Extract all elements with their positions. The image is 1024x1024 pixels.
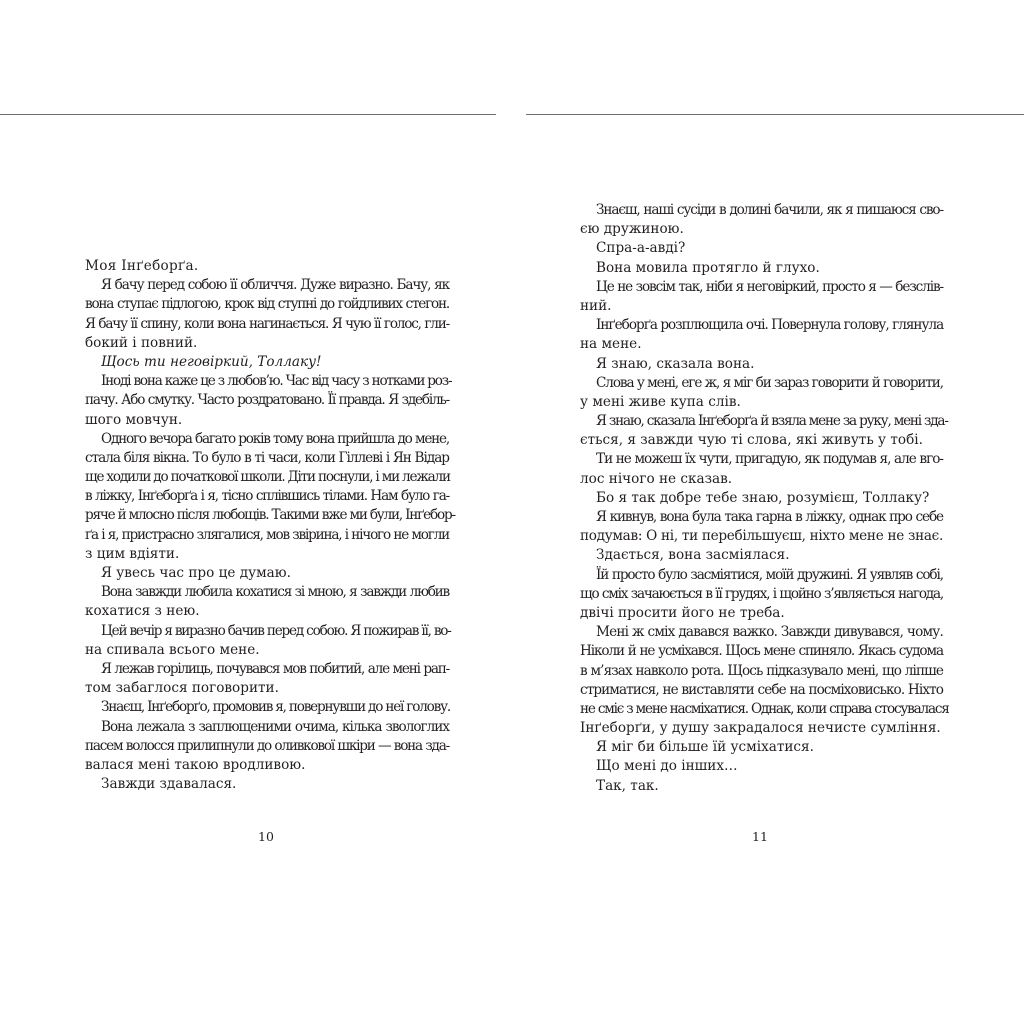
text-line: Здається, вона засміялася. [596,547,790,564]
text-line: Я кивнув, вона була така гарна в ліжку, однак про себе [596,509,943,525]
text-line: що сміх зачаюється в її грудях, і щойно з’являється нагода, [580,585,943,602]
text-line: на спивала всього мене. [85,641,260,658]
page-number-right: 11 [752,829,768,844]
text-line: валася мені такою вродливою. [85,756,306,773]
text-line: ще ходили до початкової школи. Діти поснули, і ми лежали [85,469,450,486]
text-line: з цим вдіяти. [85,545,180,562]
text-line: Завжди здавалася. [101,776,237,793]
text-line: Знаєш, Інґеборґо, промовив я, повернувши до неї голову. [101,699,451,716]
text-line: Я знаю, сказала Інґеборґа й взяла мене за руку, мені зда- [596,413,948,430]
text-line: Одного вечора багато років тому вона прийшла до мене, [101,430,449,447]
chapter-opening-line: Моя Інґеборґа. [85,258,199,274]
text-line: ний. [580,297,612,314]
text-line: ряче й млосно після любощів. Такими вже ми були, Інґебор- [85,507,455,524]
text-line: Вона лежала з заплющеними очима, кілька звологлих [101,718,449,735]
text-line: в м’язах навколо рота. Щось підказувало мені, що ліпше [580,662,943,679]
text-line: Вона мовила протягло й глухо. [596,259,820,276]
text-line: Що мені до інших… [596,758,738,775]
text-line: на мене. [580,336,642,353]
left-header-rule [0,114,496,115]
page-number-left: 10 [258,829,274,844]
left-page-text [85,257,455,794]
text-line: ґа і я, пристрасно злягалися, мов звірина, і нічого не могли [85,526,449,543]
text-line: Я лежав горілиць, почувався мов побитий, але мені рап- [101,660,449,677]
text-line: Ніколи й не усміхався. Щось мене спиняло. Якась судома [580,643,943,660]
text-line: Я знаю, сказала вона. [596,355,755,372]
text-line: подумав: О ні, ти перебільшуєш, ніхто мене не знає. [580,528,943,545]
text-line: двічі просити його не треба. [580,604,785,621]
text-line: шого мовчун. [85,411,183,428]
text-line: єю дружиною. [580,221,684,238]
text-line: Вона завжди любила кохатися зі мною, я завжди любив [101,584,449,601]
text-line: в ліжку, Інґеборґа і я, тісно сплівшись тілами. Нам було га- [85,488,449,505]
text-line: Щось ти неговіркий, Толлаку! [101,353,322,370]
text-line: бокий і повний. [85,334,198,351]
text-line: Це не зовсім так, ніби я неговіркий, просто я — безслів- [596,278,943,295]
text-line: Інґеборґи, у душу закрадалося нечисте сумління. [580,720,941,737]
text-line: стала біля вікна. То було в ті часи, коли Гіллеві і Ян Відар [85,449,449,466]
text-line: Так, так. [596,777,659,794]
text-line: Я увесь час про це думаю. [101,565,291,581]
text-line: вона ступає підлогою, крок від ступні до гойдливих стегон. [85,296,449,313]
text-line: Я бачу перед собою її обличчя. Дуже виразно. Бачу, як [101,277,449,294]
text-line: Слова у мені, еге ж, я міг би зараз говорити й говорити, [596,374,943,391]
text-line: Спра-а-авді? [596,240,686,257]
text-line: у мені живе купа слів. [580,393,741,410]
right-header-rule [526,114,1024,115]
text-line: Інґеборґа розплющила очі. Повернула голову, глянула [596,317,944,334]
text-line: Мені ж сміх давався важко. Завжди дивувався, чому. [596,624,943,641]
text-line: ється, я завжди чую ті слова, які живуть у тобі. [580,432,923,449]
text-line: Їй просто було засміятися, моїй дружині. Я уявляв собі, [596,566,943,583]
text-line: пачу. Або смутку. Часто роздратовано. Її правда. Я здебіль- [85,392,449,409]
text-line: не сміє з мене насміхатися. Однак, коли справа стосувалася [580,700,949,717]
text-line: Знаєш, наші сусіди в долині бачили, як я пишаюся сво- [596,202,943,218]
text-line: лос нічого не сказав. [580,470,733,487]
text-line: пасем волосся прилипнули до оливкової шкіри — вона зда- [85,737,449,754]
text-line: Іноді вона каже це з любов’ю. Час від часу з нотками роз- [101,373,452,390]
text-line: Ти не можеш їх чути, пригадую, як подумав я, але вго- [596,451,943,468]
right-page-text [580,201,949,796]
text-line: стриматися, не виставляти себе на посміховисько. Ніхто [580,681,943,698]
text-line: Цей вечір я виразно бачив перед собою. Я пожирав її, во- [101,622,451,639]
text-line: Я міг би більше їй усміхатися. [596,739,814,756]
text-line: том забаглося поговорити. [85,680,279,697]
text-line: Я бачу її спину, коли вона нагинається. Я чую її голос, гли- [85,315,449,332]
text-line: кохатися з нею. [85,603,200,620]
text-line: Бо я так добре тебе знаю, розумієш, Толлаку? [596,489,930,506]
